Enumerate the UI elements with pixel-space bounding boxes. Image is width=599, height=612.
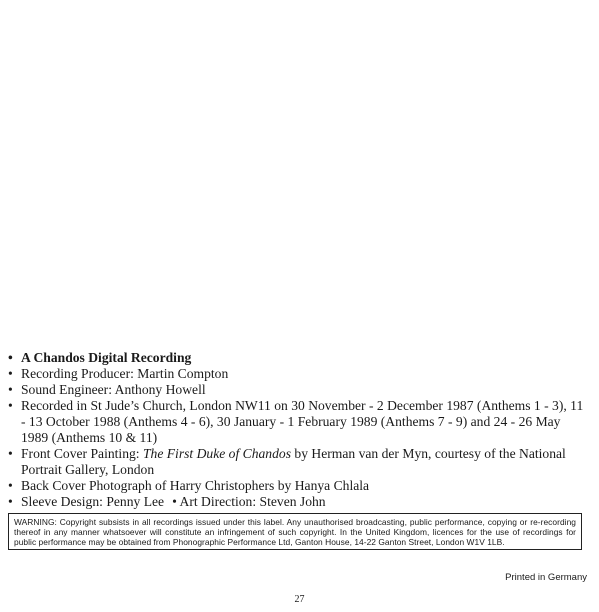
credit-item-recorded (8, 398, 588, 446)
bullet: • (8, 478, 13, 493)
credit-text-art-direction: Art Direction: Steven John (179, 494, 326, 509)
bullet: • (8, 494, 13, 509)
credit-text: Sound Engineer: Anthony Howell (21, 382, 206, 397)
credit-text: A Chandos Digital Recording (21, 350, 192, 365)
copyright-warning-text: WARNING: Copyright subsists in all recordings issued under this label. Any unauthorised broadcasting, public performance, copying or re-recording thereof in any manner whatsoever will constitute an infringement of such copyright. In the United Kingdom, licences for the use of recordings for public performance may be obtained from Phonographic Performance Ltd, Ganton House, 14-22 Ganton Street, London W1V 1LB. (14, 517, 576, 547)
credit-item-front-cover (8, 446, 588, 478)
printed-in-label: Printed in Germany (505, 572, 587, 583)
credit-text: Sleeve Design: Penny Lee (21, 494, 165, 509)
credit-item-producer (8, 366, 588, 382)
bullet: • (172, 494, 177, 509)
credit-item-engineer (8, 382, 588, 398)
page-number: 27 (294, 594, 305, 605)
credit-item-back-cover (8, 478, 588, 494)
credit-text: Back Cover Photograph of Harry Christophers by Hanya Chlala (21, 478, 370, 493)
credit-text: Recording Producer: Martin Compton (21, 366, 229, 381)
bullet: • (8, 446, 13, 461)
credit-item-digital-recording (8, 350, 588, 366)
bullet: • (8, 382, 13, 397)
credits-list (8, 350, 588, 510)
credit-prefix: Front Cover Painting: (21, 446, 143, 461)
credit-item-design (8, 494, 588, 510)
copyright-warning-box (8, 513, 582, 550)
bullet: • (8, 350, 13, 365)
bullet: • (8, 398, 13, 413)
credit-text: Recorded in St Jude’s Church, London NW11 on 30 November - 2 December 1987 (Anthems 1 - 3), 11 - 13 October 1988 (Anthems 4 - 6), 30 January - 1 February 1989 (Anthems 7 - 9) and 24 - 26 May 1989 (Anthems 10 & 11) (21, 398, 584, 445)
bullet: • (8, 366, 13, 381)
painting-title: The First Duke of Chandos (142, 446, 291, 461)
credit-suffix: by Herman van der Myn, courtesy of the National Portrait Gallery, London (21, 446, 566, 477)
